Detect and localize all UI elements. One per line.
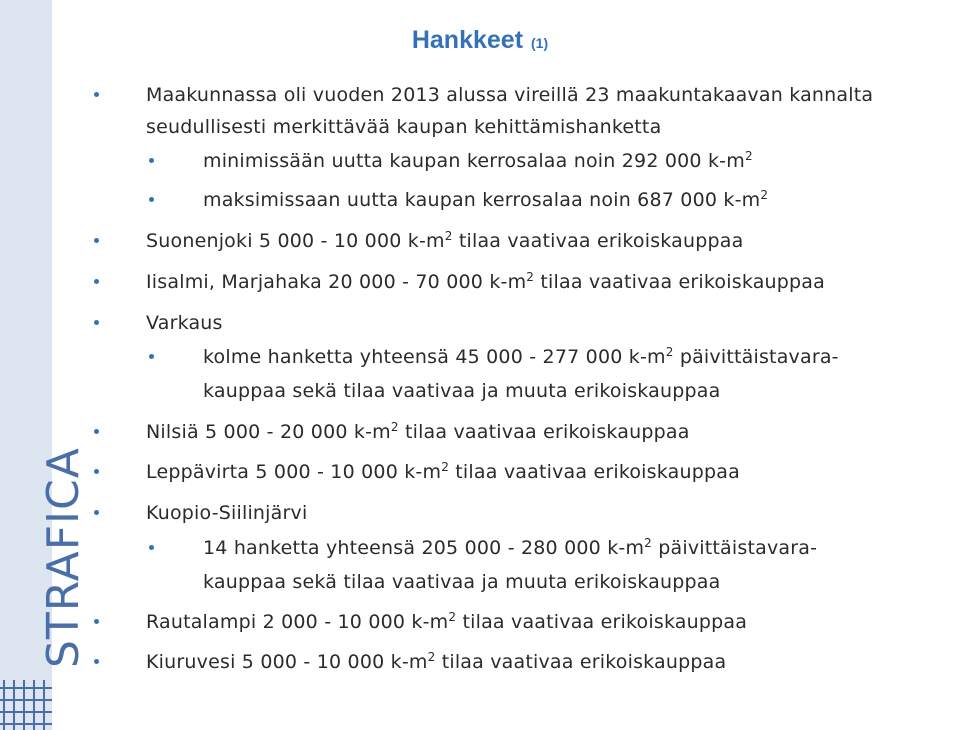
brand-wordmark: STRAFICA <box>38 447 89 668</box>
bullet-icon <box>94 469 99 474</box>
bullet-icon <box>94 429 99 434</box>
list-item: Suonenjoki 5 000 - 10 000 $k-m^2$ tilaa vaativaa erikoiskauppaa <box>146 229 744 252</box>
bullet-icon <box>94 510 99 515</box>
list-item: Maakunnassa oli vuoden 2013 alussa vireillä 23 maakuntakaavan kannalta <box>146 84 874 106</box>
sub-list-item: maksimissaan uutta kaupan kerrosalaa noin 687 000 $k-m^2$ <box>203 188 769 211</box>
list-item: Iisalmi, Marjahaka 20 000 - 70 000 $k-m^2$ tilaa vaativaa erikoiskauppaa <box>146 270 825 293</box>
bullet-icon <box>94 238 99 243</box>
bullet-icon <box>149 354 154 359</box>
sub-list-item: 14 hanketta yhteensä 205 000 - 280 000 $k-m^2$ päivittäistavara- <box>203 536 818 559</box>
title-number: (1) <box>531 35 549 51</box>
list-item: Rautalampi 2 000 - 10 000 $k-m^2$ tilaa vaativaa erikoiskauppaa <box>146 610 748 633</box>
list-item: Varkaus <box>146 312 223 334</box>
sub-list-item-continuation: kauppaa sekä tilaa vaativaa ja muuta erikoiskauppaa <box>203 380 721 402</box>
grid-logo-icon <box>0 678 52 730</box>
list-item: Nilsiä 5 000 - 20 000 $k-m^2$ tilaa vaativaa erikoiskauppaa <box>146 420 690 443</box>
list-item: Kiuruvesi 5 000 - 10 000 $k-m^2$ tilaa vaativaa erikoiskauppaa <box>146 650 727 673</box>
bullet-icon <box>149 158 154 163</box>
list-item-continuation: seudullisesti merkittävää kaupan kehittämishanketta <box>146 116 662 138</box>
sub-list-item: kolme hanketta yhteensä 45 000 - 277 000 $k-m^2$ päivittäistavara- <box>203 345 839 368</box>
list-item: Kuopio-Siilinjärvi <box>146 502 308 524</box>
bullet-icon <box>94 92 99 97</box>
title-main: Hankkeet <box>411 26 524 54</box>
bullet-icon <box>94 619 99 624</box>
sub-list-item: minimissään uutta kaupan kerrosalaa noin 292 000 $k-m^2$ <box>203 149 753 172</box>
bullet-icon <box>94 659 99 664</box>
bullet-icon <box>149 545 154 550</box>
page-title <box>0 26 960 55</box>
sidebar <box>0 0 89 730</box>
bullet-icon <box>94 320 99 325</box>
bullet-icon <box>149 197 154 202</box>
bullet-icon <box>94 279 99 284</box>
list-item: Leppävirta 5 000 - 10 000 $k-m^2$ tilaa vaativaa erikoiskauppaa <box>146 460 740 483</box>
sub-list-item-continuation: kauppaa sekä tilaa vaativaa ja muuta erikoiskauppaa <box>203 571 721 593</box>
